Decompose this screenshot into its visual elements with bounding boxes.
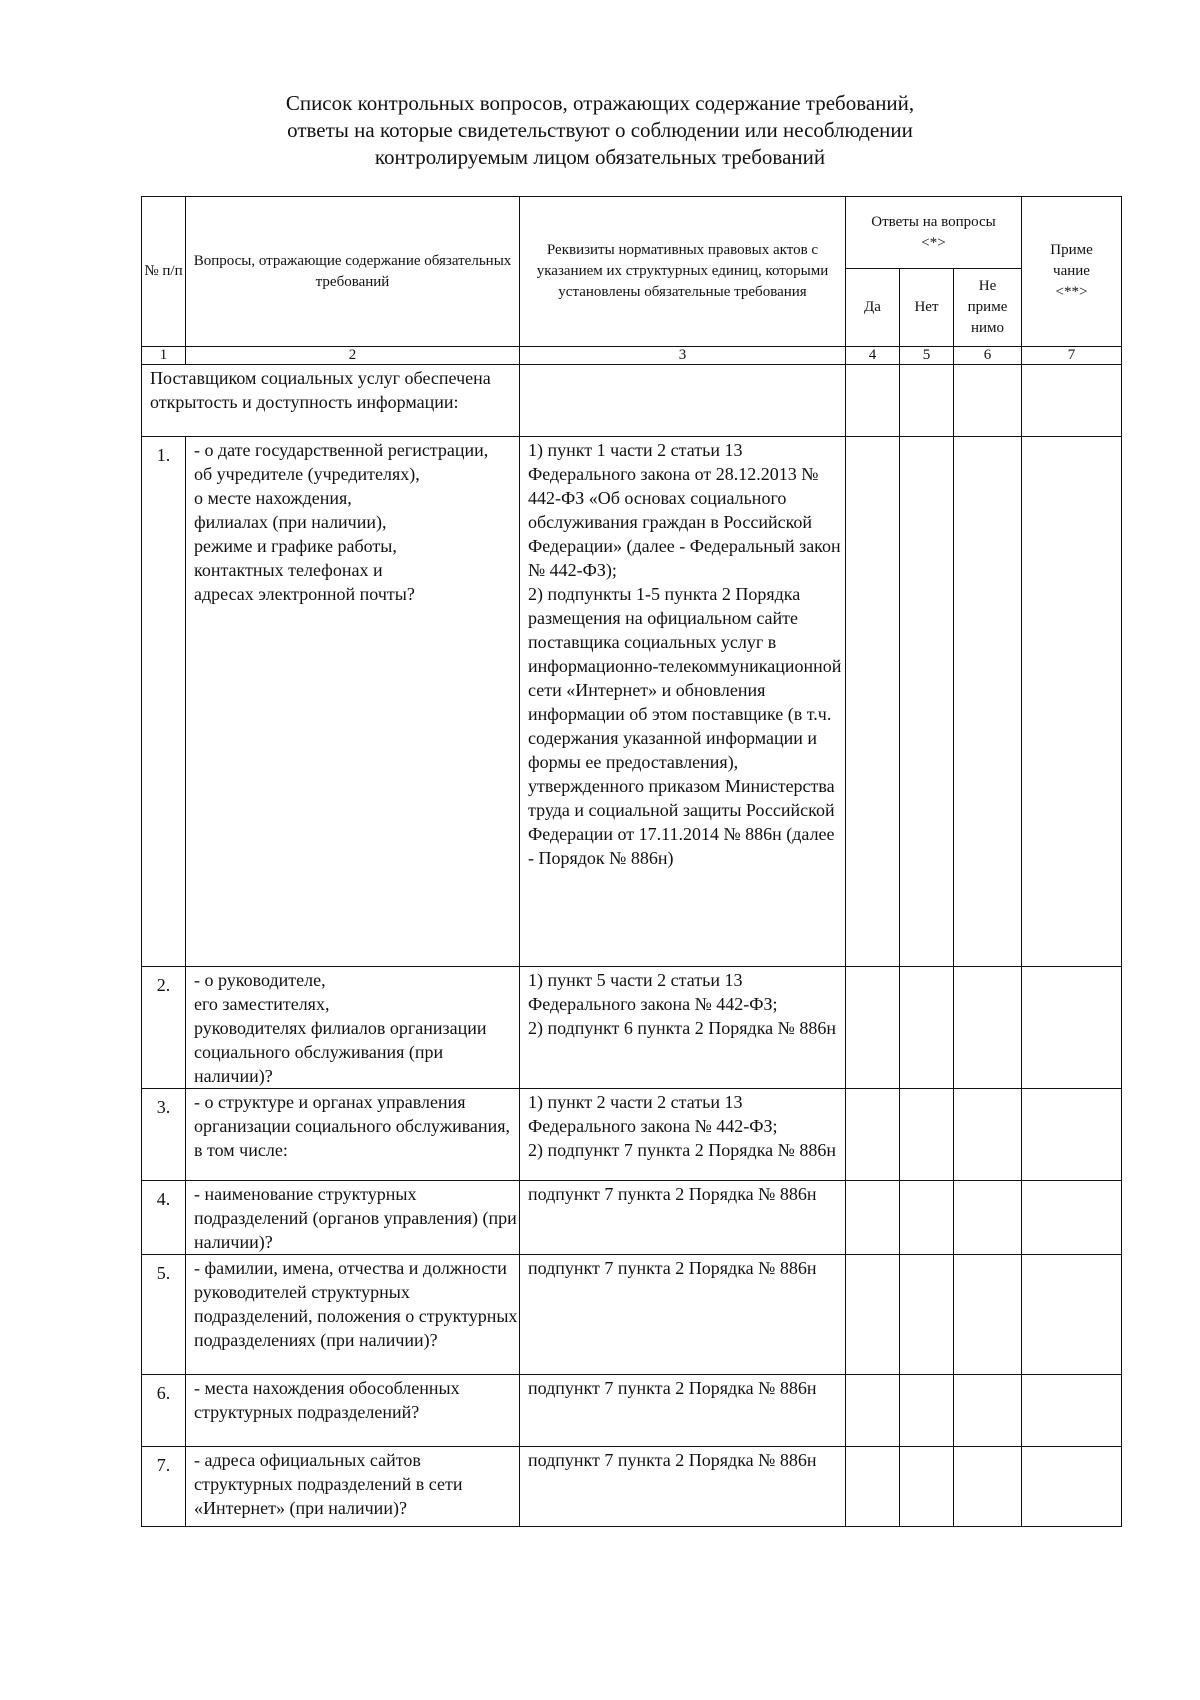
row-requisites: подпункт 7 пункта 2 Порядка № 886н <box>520 1255 846 1375</box>
row-answer-no <box>900 967 954 1089</box>
table-row <box>142 1089 1122 1181</box>
section-requisites-cell <box>520 365 846 437</box>
row-note <box>1022 1089 1122 1181</box>
row-requisites: 1) пункт 1 части 2 статьи 13 Федерального закона от 28.12.2013 № 442-ФЗ «Об основах социального обслуживания граждан в Российской Федерации» (далее - Федеральный закон № 442-ФЗ); 2) подпункты 1-5 пункта 2 Порядка размещения на официальном сайте поставщика социальных услуг в информационно-телекоммуникационной сети «Интернет» и обновления информации об этом поставщике (в т.ч. содержания указанной информации и формы ее предоставления), утвержденного приказом Министерства труда и социальной защиты Российской Федерации от 17.11.2014 № 886н (далее - Порядок № 886н) <box>520 437 846 967</box>
row-question: - наименование структурных подразделений (органов управления) (при наличии)? <box>186 1181 520 1255</box>
row-answer-yes <box>846 1375 900 1447</box>
row-requisites: подпункт 7 пункта 2 Порядка № 886н <box>520 1181 846 1255</box>
row-number: 7. <box>142 1447 186 1527</box>
row-number: 3. <box>142 1089 186 1181</box>
row-answer-not-applicable <box>954 1375 1022 1447</box>
table-row <box>142 437 1122 967</box>
title-line-1: Список контрольных вопросов, отражающих содержание требований, <box>285 91 915 115</box>
table-row <box>142 1375 1122 1447</box>
row-question: - о дате государственной регистрации, об учредителе (учредителях), о месте нахождения, филиалах (при наличии), режиме и графике работы, контактных телефонах и адресах электронной почты? <box>186 437 520 967</box>
document-title <box>150 90 1050 171</box>
row-answer-no <box>900 1447 954 1527</box>
header-answers: Ответы на вопросы <*> <box>846 197 1022 269</box>
row-question: - фамилии, имена, отчества и должности руководителей структурных подразделений, положения о структурных подразделениях (при наличии)? <box>186 1255 520 1375</box>
header-note: Приме чание <**> <box>1022 197 1122 347</box>
column-number-6: 6 <box>954 347 1022 365</box>
column-number-2: 2 <box>186 347 520 365</box>
row-note <box>1022 967 1122 1089</box>
row-note <box>1022 1181 1122 1255</box>
header-yes: Да <box>846 269 900 347</box>
question-rows <box>142 437 1122 1527</box>
row-answer-not-applicable <box>954 1447 1022 1527</box>
row-note <box>1022 1255 1122 1375</box>
header-no: Нет <box>900 269 954 347</box>
row-note <box>1022 1447 1122 1527</box>
row-requisites: 1) пункт 5 части 2 статьи 13 Федерального закона № 442-ФЗ; 2) подпункт 6 пункта 2 Порядка № 886н <box>520 967 846 1089</box>
row-answer-no <box>900 437 954 967</box>
row-requisites: подпункт 7 пункта 2 Порядка № 886н <box>520 1447 846 1527</box>
row-answer-no <box>900 1181 954 1255</box>
row-question: - места нахождения обособленных структурных подразделений? <box>186 1375 520 1447</box>
table-row <box>142 967 1122 1089</box>
row-answer-no <box>900 1089 954 1181</box>
row-answer-not-applicable <box>954 1089 1022 1181</box>
title-line-2: ответы на которые свидетельствуют о соблюдении или несоблюдении <box>287 118 913 142</box>
header-num: № п/п <box>142 197 186 347</box>
row-note <box>1022 437 1122 967</box>
header-not-applicable: Не приме нимо <box>954 269 1022 347</box>
table-row <box>142 1447 1122 1527</box>
row-answer-yes <box>846 1447 900 1527</box>
section-note-cell <box>1022 365 1122 437</box>
row-answer-no <box>900 1255 954 1375</box>
row-number: 5. <box>142 1255 186 1375</box>
row-question: - о руководителе, его заместителях, руководителях филиалов организации социального обслуживания (при наличии)? <box>186 967 520 1089</box>
column-number-3: 3 <box>520 347 846 365</box>
column-number-4: 4 <box>846 347 900 365</box>
column-number-1: 1 <box>142 347 186 365</box>
row-answer-yes <box>846 1181 900 1255</box>
row-number: 4. <box>142 1181 186 1255</box>
row-number: 2. <box>142 967 186 1089</box>
row-note <box>1022 1375 1122 1447</box>
row-question: - о структуре и органах управления организации социального обслуживания, в том числе: <box>186 1089 520 1181</box>
section-no-cell <box>900 365 954 437</box>
table-row <box>142 1255 1122 1375</box>
row-number: 6. <box>142 1375 186 1447</box>
section-yes-cell <box>846 365 900 437</box>
row-answer-yes <box>846 1255 900 1375</box>
row-answer-not-applicable <box>954 437 1022 967</box>
column-number-7: 7 <box>1022 347 1122 365</box>
row-answer-no <box>900 1375 954 1447</box>
section-na-cell <box>954 365 1022 437</box>
row-requisites: подпункт 7 пункта 2 Порядка № 886н <box>520 1375 846 1447</box>
row-answer-yes <box>846 437 900 967</box>
row-answer-not-applicable <box>954 967 1022 1089</box>
row-answer-not-applicable <box>954 1255 1022 1375</box>
row-number: 1. <box>142 437 186 967</box>
section-row <box>142 365 1122 437</box>
table-row <box>142 1181 1122 1255</box>
column-number-5: 5 <box>900 347 954 365</box>
section-title: Поставщиком социальных услуг обеспечена открытость и доступность информации: <box>142 365 520 437</box>
row-answer-not-applicable <box>954 1181 1022 1255</box>
row-answer-yes <box>846 1089 900 1181</box>
checklist-table <box>141 196 1122 1527</box>
title-line-3: контролируемым лицом обязательных требований <box>374 145 826 169</box>
header-question: Вопросы, отражающие содержание обязательных требований <box>186 197 520 347</box>
row-question: - адреса официальных сайтов структурных подразделений в сети «Интернет» (при наличии)? <box>186 1447 520 1527</box>
header-requisites: Реквизиты нормативных правовых актов с указанием их структурных единиц, которыми установлены обязательные требования <box>520 197 846 347</box>
row-answer-yes <box>846 967 900 1089</box>
row-requisites: 1) пункт 2 части 2 статьи 13 Федерального закона № 442-ФЗ; 2) подпункт 7 пункта 2 Порядка № 886н <box>520 1089 846 1181</box>
